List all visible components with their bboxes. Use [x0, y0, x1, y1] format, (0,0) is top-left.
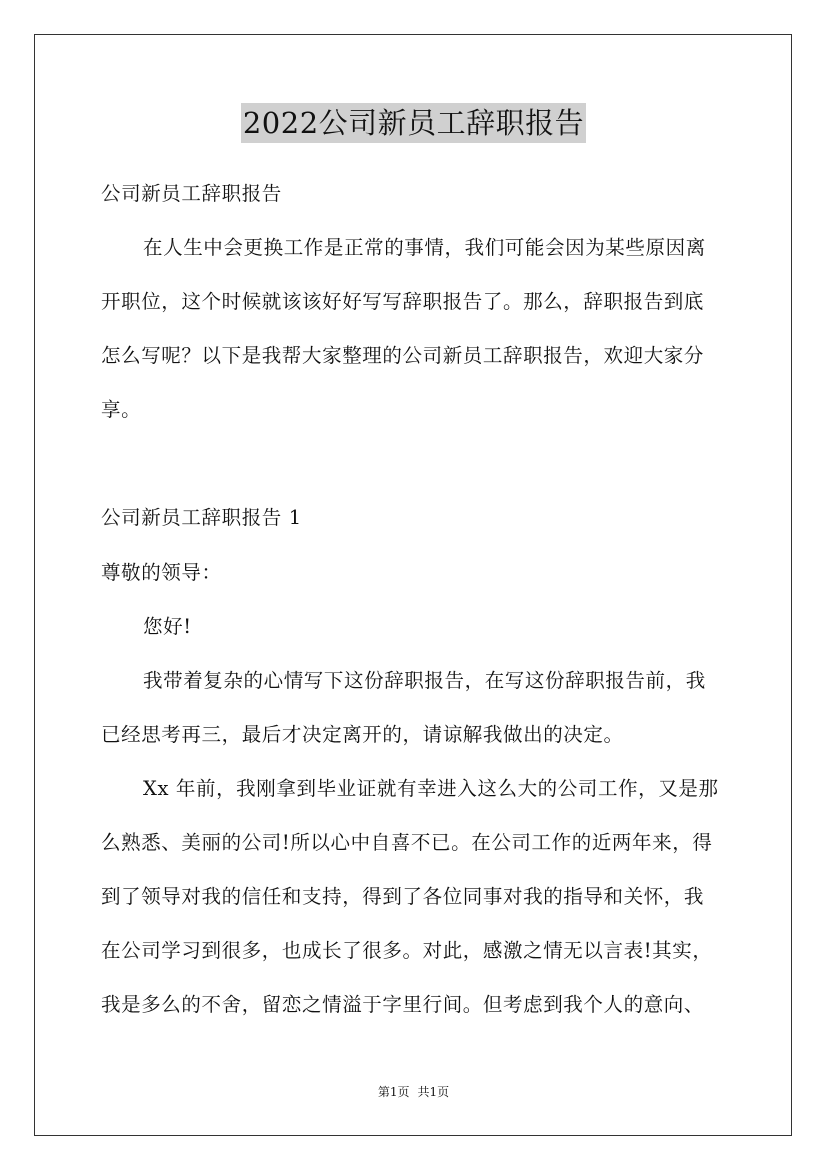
section-heading: 公司新员工辞职报告 1	[101, 506, 302, 529]
document-title: 2022公司新员工辞职报告	[241, 103, 586, 143]
greeting: 您好!	[143, 615, 192, 638]
paragraph2-line-1: Xx 年前，我刚拿到毕业证就有幸进入这么大的公司工作，又是那	[143, 777, 719, 800]
page-number: 第1页	[377, 1085, 410, 1099]
page-footer	[0, 1084, 827, 1100]
paragraph2-line-4: 在公司学习到很多，也成长了很多。对此，感激之情无以言表!其实，	[101, 939, 713, 962]
paragraph2-line-5: 我是多么的不舍，留恋之情溢于字里行间。但考虑到我个人的意向、	[101, 993, 705, 1016]
paragraph2-line-3: 到了领导对我的信任和支持，得到了各位同事对我的指导和关怀，我	[101, 885, 705, 908]
salutation: 尊敬的领导：	[101, 561, 222, 584]
page-total: 共1页	[417, 1085, 450, 1099]
title-container	[0, 103, 827, 143]
intro-line-2: 开职位，这个时候就该该好好写写辞职报告了。那么，辞职报告到底	[101, 290, 705, 313]
paragraph2-line-2: 么熟悉、美丽的公司!所以心中自喜不已。在公司工作的近两年来，得	[101, 831, 713, 854]
intro-line-1: 在人生中会更换工作是正常的事情，我们可能会因为某些原因离	[143, 236, 706, 259]
paragraph1-line-2: 已经思考再三，最后才决定离开的，请谅解我做出的决定。	[101, 723, 624, 746]
intro-line-3: 怎么写呢？以下是我帮大家整理的公司新员工辞职报告，欢迎大家分	[101, 344, 705, 367]
paragraph1-line-1: 我带着复杂的心情写下这份辞职报告，在写这份辞职报告前，我	[143, 669, 706, 692]
intro-line-4: 享。	[101, 398, 142, 421]
subtitle-line: 公司新员工辞职报告	[101, 182, 282, 205]
